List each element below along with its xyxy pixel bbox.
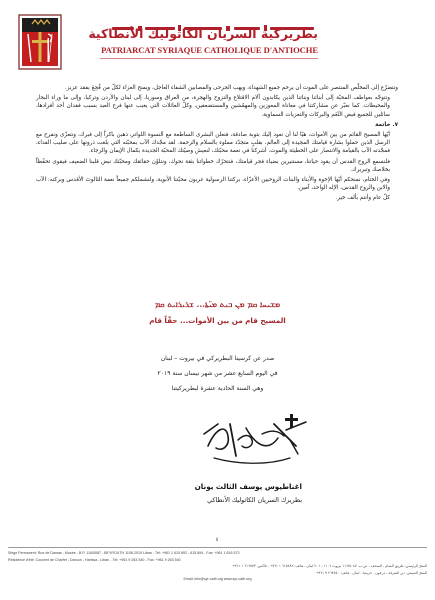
body-paragraph-greeting: كلّ عام وأنتم بألف خير. xyxy=(335,195,390,202)
body-paragraph-holy-spirit: فلنسمع الروح القدس أن يقود حياتنا، مستنيرين بضياء فجر قيامتك، فنتحرّك خطواتنا بثقة نحوك، ونتلوّن حقائقك ومحبّتك نبض قلبنا الضعيف فيقوى تحفّظاً بخلاصك وتبريرك. xyxy=(36,158,390,173)
footer-summer-residence-fr: Résidence d'été: Couvent de Charfet - Daroun - Harissa - Liban - Tél: +961 9 263 540 - Fax: +961 9 263 540 xyxy=(8,557,181,562)
letterhead-divider xyxy=(100,58,318,59)
arabic-letterhead-title: بطريركية السريان الكاثوليك الأنطاكية xyxy=(88,26,318,41)
body-paragraph-blessing: وفي الختام، نمنحكم أيّها الإخوة والأبناء والبنات الروحيين الأعزّاء، بركتنا الرسولية عربون محبّتنا الأبوية، ولنشملكم جميعاً نعمة الثالوث الأقدس وبركته: الآب والابن والروح القدس، الإله الواحد، آمين. xyxy=(36,177,390,192)
syriac-motto: ܡܫܝܚܐ ܩܡ ܡܢ ܒܝܬ ܡܝ̈ܬܐ... ܫܪܝܪܐܝܬ ܩܡ xyxy=(154,299,281,309)
signatory-name: اغناطيوس يوسف الثالث يونان xyxy=(194,482,302,491)
issued-date: في اليوم السابع عشر من شهر نيسان سنة ٢٠١٩ xyxy=(157,370,278,377)
footer-address-fr: Siège Permanent: Rue de Damas - Musée - B.P. 116/5087 - BEYROUTH 1106-2010 Liban - Tél: +961 1 615 892 - 615 894 - Fax: +961 1 616 573 xyxy=(8,551,240,555)
issued-block xyxy=(110,351,325,396)
issued-year-of-patriarchate: وهي السنة الحادية عشرة لبطريركيتنا xyxy=(171,385,264,392)
handwritten-signature xyxy=(186,406,308,480)
body-paragraph-condolence: ونتضرّع إلى المخلّص المنتصر على الموت أن يرحم جميع الشهداء، ويهب الجرحى والمصابين الشفاء العاجل، ويمنح العزاء لكلّ من فُجِعَ بفقد عزيز. xyxy=(65,85,398,91)
footer-address-ar: المقرّ الرئيسي: طريق الشام - المتحف - ص.ب. ١١٦/٥٠٨٧ بيروت ١١٠٦-٢٠١٠ لبنان - هاتف: ٦١٥٨٩٢ ١ ٩٦١+ - فاكس: ٦١٦٥٧٣ ١ ٩٦١+ xyxy=(232,564,427,568)
french-letterhead-title: PATRIARCAT SYRIAQUE CATHOLIQUE D'ANTIOCHE xyxy=(101,45,318,55)
body-paragraph-prayer: أيّها المسيح القائم من بين الأموات، هيّا لنا أن نعود إليك بتوبة صادقة، فنعلن البشرى الساطعة مع النسوة اللواتي ذهبن باكراً إلى قبرك، ونتعزّى ونفرح مع الرسل الذين حملوا بشارة قيامتك المجيدة إلى العالم، بقلبٍ متجدّد مملوء بالسلام والرحمة. لقد مجّدك الآب بمحبّته التي بلغت ذروتها على صليب الفداء، فمجّدته الآب بالقيامة والانتصار على الخطيئة والموت. أشركنا في نعمة محبّتك، لنعيش وصيّتك المحبّة الجديدة بكمال الإيمان والرجاء. xyxy=(36,132,390,155)
letter-body xyxy=(36,84,398,205)
footer-contact: Email: info@syr-cath.org www.syr-cath.org xyxy=(183,577,252,581)
patriarchate-logo-icon xyxy=(18,14,62,70)
section-heading-conclusion: ٧. خاتمة xyxy=(375,121,398,128)
syriac-title xyxy=(110,18,318,26)
footer-summer-residence-ar: المقرّ الصيفي: دير الشرفة - درعون - حريصا - لبنان - هاتف: ٢٦٣٥٤٠ ٩ ٩٦١+ xyxy=(316,570,427,575)
letterhead-footer xyxy=(8,550,427,583)
page-number: ٥ xyxy=(215,537,219,543)
issued-place: صدر عن كرسينا البطريركي في بيروت – لبنان xyxy=(160,355,275,362)
signatory-title: بطريرك السريان الكاثوليك الأنطاكي xyxy=(207,496,302,504)
arabic-motto: المسيح قام من بين الأموات... حقّاً قام xyxy=(149,316,286,325)
body-paragraph-displaced: ونتوجّه بعواطف المحبّة إلى أبنائنا وبناتنا الذين يكابدون آلام الاقتلاع والنزوح والهجرة، من العراق وسوريا، إلى لبنان والأردن وتركيا، وإلى ما وراء البحار والمحيطات. كما نعبّر عن مشاركتنا في معاناة المعوزين والمهمّشين والمستضعفين، وكلّ العائلات التي يغيب عنها فرح العيد بسبب فقدان أحد أفرادها، سائلين للجميع فيض النِّعَم والبركات والتعزيات السماوية. xyxy=(36,95,390,118)
footer-divider xyxy=(8,547,427,548)
